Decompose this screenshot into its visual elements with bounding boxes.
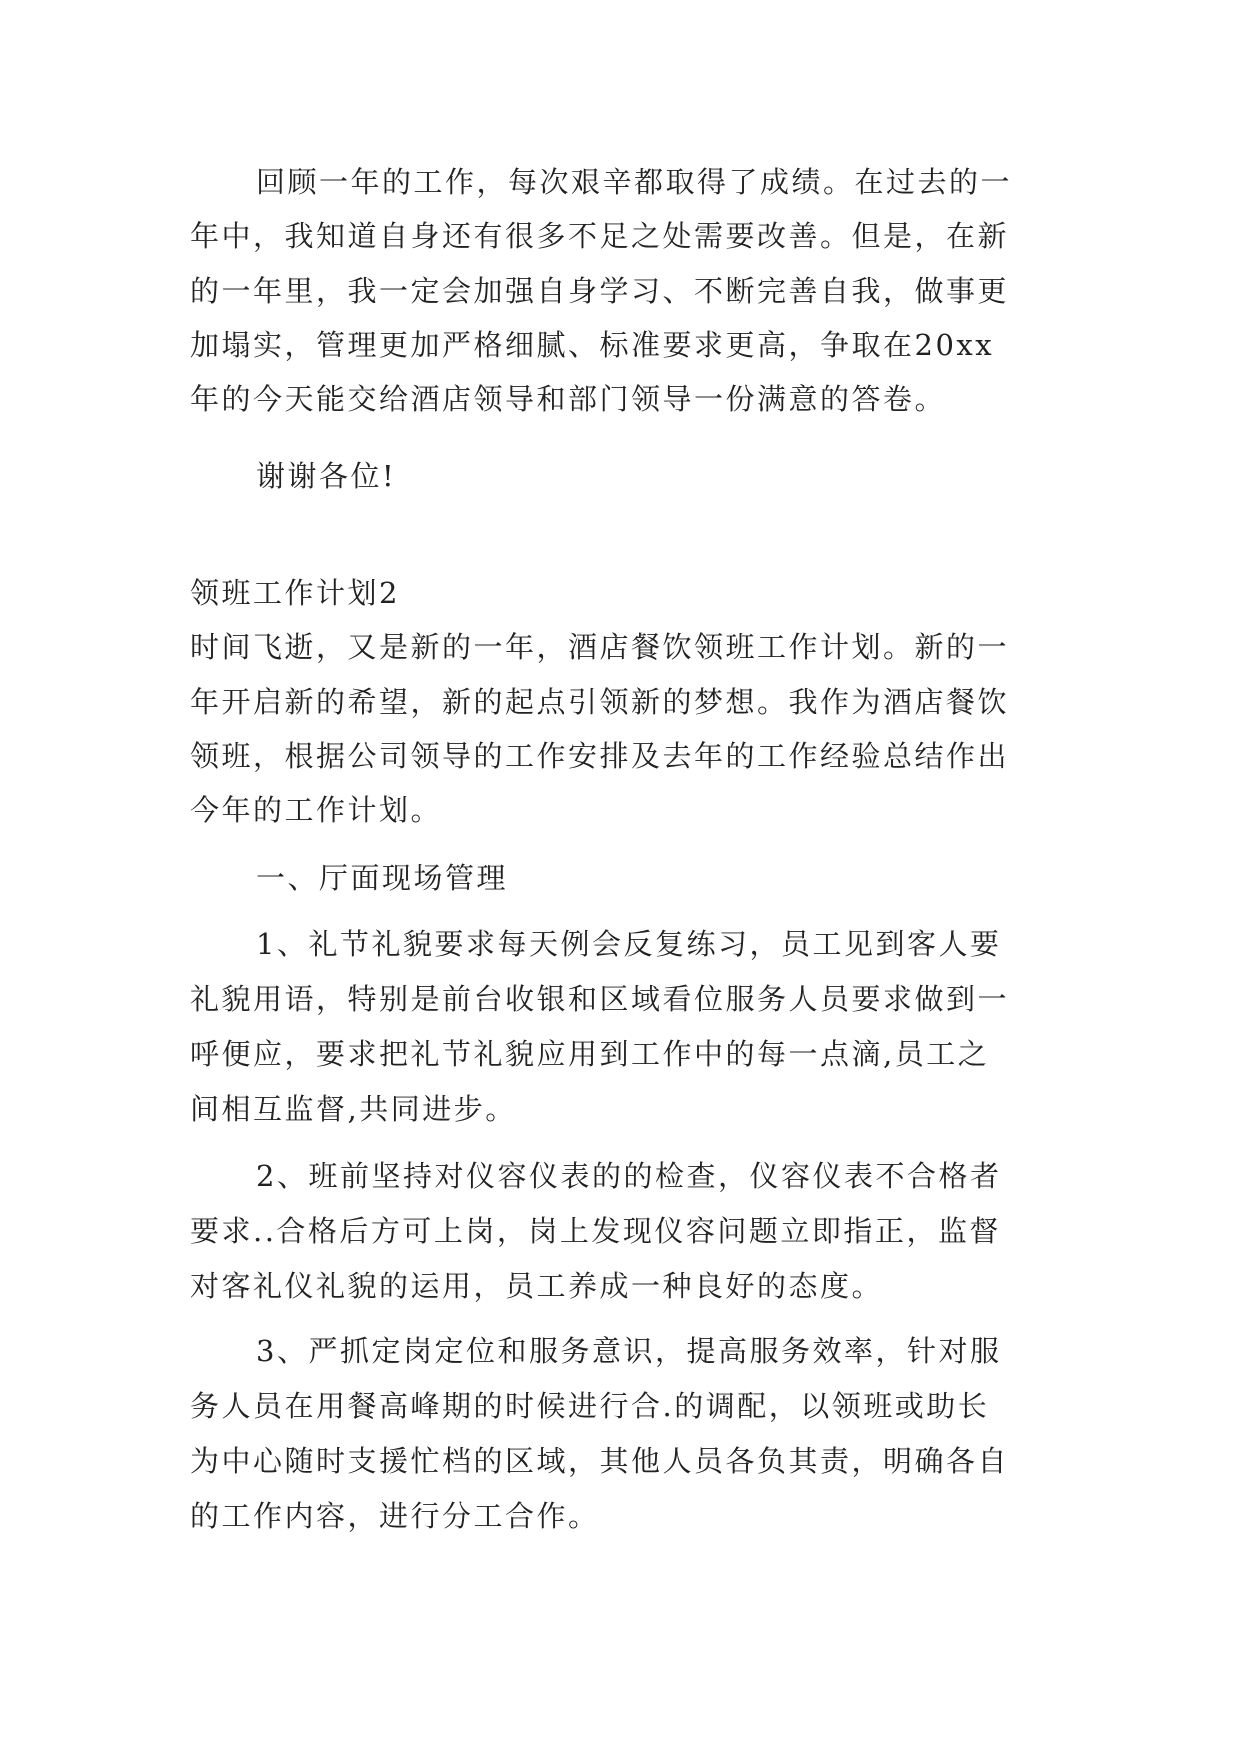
item-line: 要求..合格后方可上岗，岗上发现仪容问题立即指正，监督 (190, 1214, 1001, 1248)
item-line: 呼便应，要求把礼节礼貌应用到工作中的每一点滴,员工之 (190, 1037, 990, 1071)
section-title: 领班工作计划2 (190, 576, 400, 610)
item-line: 为中心随时支援忙档的区域，其他人员各负其责，明确各自 (190, 1444, 1010, 1478)
intro-line: 时间飞逝，又是新的一年，酒店餐饮领班工作计划。新的一 (190, 630, 1010, 664)
item-line: 间相互监督,共同进步。 (190, 1092, 517, 1126)
item-line: 1、礼节礼貌要求每天例会反复练习，员工见到客人要 (256, 927, 1002, 961)
paragraph-line: 的一年里，我一定会加强自身学习、不断完善自我，做事更 (190, 274, 1010, 308)
paragraph-line: 回顾一年的工作，每次艰辛都取得了成绩。在过去的一 (256, 165, 1013, 199)
item-line: 3、严抓定岗定位和服务意识，提高服务效率，针对服 (256, 1334, 1002, 1368)
paragraph-line: 加塌实，管理更加严格细腻、标准要求更高，争取在20xx (190, 328, 995, 362)
intro-line: 年开启新的希望，新的起点引领新的梦想。我作为酒店餐饮 (190, 685, 1010, 719)
paragraph-line: 年中，我知道自身还有很多不足之处需要改善。但是，在新 (190, 219, 1010, 253)
item-line: 对客礼仪礼貌的运用，员工养成一种良好的态度。 (190, 1269, 884, 1303)
item-line: 务人员在用餐高峰期的时候进行合.的调配，以领班或助长 (190, 1389, 990, 1423)
item-line: 礼貌用语，特别是前台收银和区域看位服务人员要求做到一 (190, 982, 1010, 1016)
paragraph-line: 年的今天能交给酒店领导和部门领导一份满意的答卷。 (190, 382, 947, 416)
item-line: 2、班前坚持对仪容仪表的的检查，仪容仪表不合格者 (256, 1159, 1002, 1193)
thanks-line: 谢谢各位! (256, 459, 397, 493)
intro-line: 今年的工作计划。 (190, 793, 443, 827)
item-line: 的工作内容，进行分工合作。 (190, 1499, 600, 1533)
subheading: 一、厅面现场管理 (256, 861, 509, 895)
intro-line: 领班，根据公司领导的工作安排及去年的工作经验总结作出 (190, 739, 1010, 773)
